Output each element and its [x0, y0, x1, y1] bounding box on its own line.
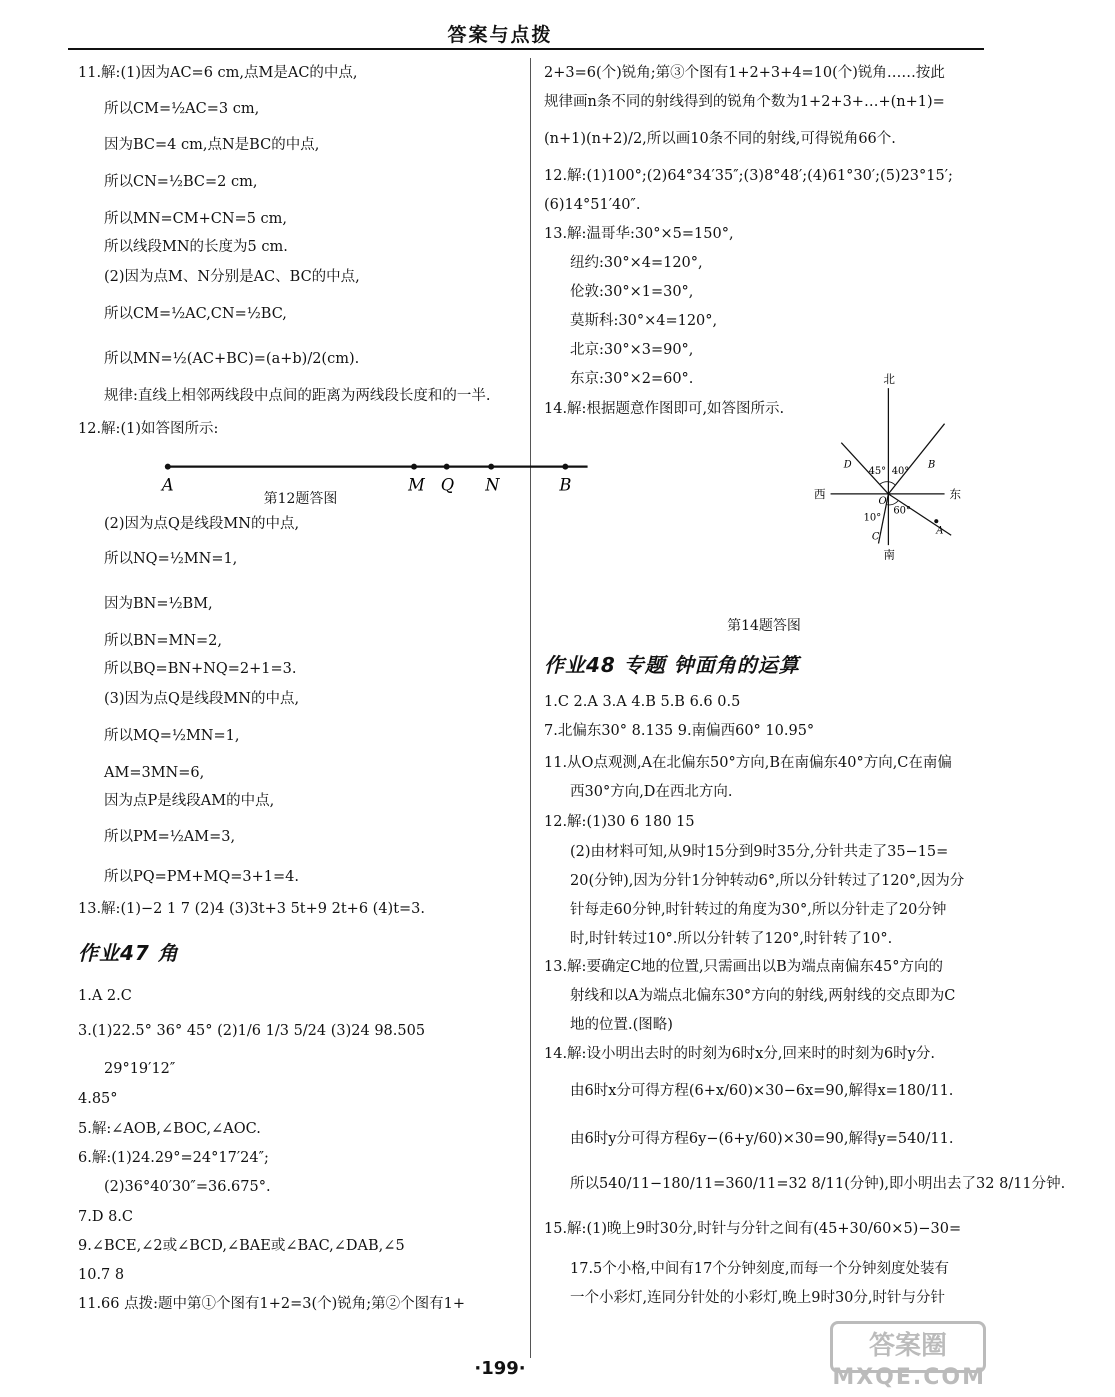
label-b: B	[928, 459, 936, 471]
angle-10: 10°	[863, 512, 882, 524]
figure-caption: 第12题答图	[263, 491, 338, 507]
text-line: 所以BN=MN=2,	[104, 633, 223, 649]
point-m-label: M	[408, 475, 425, 495]
text-line: 莫斯科:30°×4=120°,	[570, 313, 718, 329]
section-heading: 作业48 专题 钟面角的运算	[544, 653, 800, 677]
text-line: 所以MQ=½MN=1,	[104, 728, 240, 744]
point-b-marker	[562, 464, 568, 470]
point-n-marker	[488, 464, 494, 470]
point-m-marker	[411, 464, 417, 470]
text-line: 因为BN=½BM,	[104, 596, 213, 612]
text-line: (2)36°40′30″=36.675°.	[104, 1179, 271, 1195]
text-line: 17.5个小格,中间有17个分钟刻度,而每一个分钟刻度处装有	[570, 1261, 949, 1277]
text-line: 6.解:(1)24.29°=24°17′24″;	[78, 1150, 269, 1166]
text-line: 5.解:∠AOB,∠BOC,∠AOC.	[78, 1121, 261, 1137]
figure-12-diagram	[150, 447, 595, 507]
angle-60: 60°	[893, 505, 911, 517]
point-n-label: N	[485, 475, 500, 495]
text-line: 20(分钟),因为分针1分钟转动6°,所以分针转过了120°,因为分	[570, 873, 965, 889]
text-line: 7.北偏东30° 8.135 9.南偏西60° 10.95°	[544, 723, 815, 739]
text-line: (2)因为点M、N分别是AC、BC的中点,	[104, 269, 360, 285]
label-c: C	[871, 531, 880, 543]
text-line: 13.解:(1)−2 1 7 (2)4 (3)3t+3 5t+9 2t+6 (4)t=3.	[78, 901, 426, 917]
point-q-label: Q	[440, 475, 455, 495]
text-line: (2)由材料可知,从9时15分到9时35分,分针共走了35−15=	[570, 844, 949, 860]
text-line: 11.从O点观测,A在北偏东50°方向,B在南偏东40°方向,C在南偏	[544, 755, 952, 771]
text-line: 射线和以A为端点北偏东30°方向的射线,两射线的交点即为C	[570, 988, 956, 1004]
watermark-url: MXQE.COM	[832, 1365, 986, 1390]
point-b-label: B	[559, 475, 572, 495]
text-line: 针每走60分钟,时针转过的角度为30°,所以分针走了20分钟	[570, 902, 947, 918]
direction-west: 西	[814, 487, 826, 502]
text-line: 1.A 2.C	[78, 988, 132, 1004]
text-line: (3)因为点Q是线段MN的中点,	[104, 691, 300, 707]
text-line: 所以540/11−180/11=360/11=32 8/11(分钟),即小明出去了32 8/11分钟.	[570, 1176, 1066, 1192]
point-a-label: A	[161, 475, 174, 495]
text-line: 所以MN=CM+CN=5 cm,	[104, 211, 288, 227]
text-line: 9.∠BCE,∠2或∠BCD,∠BAE或∠BAC,∠DAB,∠5	[78, 1238, 405, 1254]
text-line: 13.解:温哥华:30°×5=150°,	[544, 226, 734, 242]
point-a-marker	[934, 519, 938, 523]
text-line: 所以PM=½AM=3,	[104, 829, 236, 845]
text-line: 因为BC=4 cm,点N是BC的中点,	[104, 137, 320, 153]
text-line: 11.66 点拨:题中第①个图有1+2=3(个)锐角;第②个图有1+	[78, 1296, 466, 1312]
text-line: 29°19′12″	[104, 1061, 176, 1077]
column-divider	[530, 58, 531, 1358]
text-line: 所以CM=½AC=3 cm,	[104, 101, 260, 117]
text-line: 14.解:根据题意作图即可,如答图所示.	[544, 401, 785, 417]
text-line: 7.D 8.C	[78, 1209, 133, 1225]
text-line: (6)14°51′40″.	[544, 197, 641, 213]
page-number: ·199·	[474, 1358, 526, 1379]
text-line: 由6时x分可得方程(6+x/60)×30−6x=90,解得x=180/11.	[570, 1083, 954, 1099]
direction-north: 北	[883, 372, 895, 387]
angle-40: 40°	[891, 466, 910, 478]
text-line: 12.解:(1)100°;(2)64°34′35″;(3)8°48′;(4)61°30′;(5)23°15′;	[544, 168, 953, 184]
text-line: 所以PQ=PM+MQ=3+1=4.	[104, 869, 300, 885]
label-o: O	[878, 495, 887, 507]
text-line: 3.(1)22.5° 36° 45° (2)1/6 1/3 5/24 (3)24 98.505	[78, 1023, 426, 1039]
label-a: A	[936, 525, 944, 537]
header-title: 答案与点拨	[447, 24, 553, 46]
text-line: 13.解:要确定C地的位置,只需画出以B为端点南偏东45°方向的	[544, 959, 944, 975]
text-line: (n+1)(n+2)/2,所以画10条不同的射线,可得锐角66个.	[544, 131, 896, 147]
text-line: 所以BQ=BN+NQ=2+1=3.	[104, 661, 297, 677]
angle-arc-north	[880, 482, 895, 485]
watermark-logo: 答案圈	[830, 1321, 986, 1373]
text-line: 所以NQ=½MN=1,	[104, 551, 238, 567]
ray-ob	[888, 424, 944, 494]
point-q-marker	[444, 464, 450, 470]
text-line: 纽约:30°×4=120°,	[570, 255, 703, 271]
direction-south: 南	[883, 547, 895, 562]
text-line: 2+3=6(个)锐角;第③个图有1+2+3+4=10(个)锐角……按此	[544, 65, 945, 81]
section-heading: 作业47 角	[78, 941, 179, 965]
text-line: 东京:30°×2=60°.	[570, 371, 694, 387]
text-line: 12.解:(1)30 6 180 15	[544, 814, 695, 830]
text-line: 12.解:(1)如答图所示:	[78, 421, 219, 437]
direction-east: 东	[949, 487, 962, 502]
page-header	[0, 14, 1000, 48]
text-line: 15.解:(1)晚上9时30分,时针与分针之间有(45+30/60×5)−30=	[544, 1221, 962, 1237]
text-line: 时,时针转过10°.所以分针转了120°,时针转了10°.	[570, 931, 893, 947]
text-line: 伦敦:30°×1=30°,	[570, 284, 694, 300]
text-line: 规律画n条不同的射线得到的锐角个数为1+2+3+…+(n+1)=	[544, 94, 945, 110]
watermark	[796, 1321, 986, 1391]
text-line: 所以线段MN的长度为5 cm.	[104, 239, 288, 255]
text-line: 由6时y分可得方程6y−(6+y/60)×30=90,解得y=540/11.	[570, 1131, 954, 1147]
label-d: D	[843, 459, 852, 471]
text-line: 10.7 8	[78, 1267, 125, 1283]
text-line: 因为点P是线段AM的中点,	[104, 793, 275, 809]
text-line: 规律:直线上相邻两线段中点间的距离为两线段长度和的一半.	[104, 388, 491, 404]
text-line: AM=3MN=6,	[104, 765, 205, 781]
text-line: 14.解:设小明出去时的时刻为6时x分,回来时的时刻为6时y分.	[544, 1046, 935, 1062]
point-a-marker	[165, 464, 171, 470]
text-line: 1.C 2.A 3.A 4.B 5.B 6.6 0.5	[544, 694, 741, 710]
text-line: 所以CM=½AC,CN=½BC,	[104, 306, 287, 322]
figure-caption: 第14题答图	[727, 618, 801, 634]
text-line: 11.解:(1)因为AC=6 cm,点M是AC的中点,	[78, 65, 358, 81]
text-line: 4.85°	[78, 1091, 118, 1107]
text-line: 一个小彩灯,连同分针处的小彩灯,晚上9时30分,时针与分针	[570, 1290, 946, 1306]
text-line: 西30°方向,D在西北方向.	[570, 784, 733, 800]
text-line: 所以MN=½(AC+BC)=(a+b)/2(cm).	[104, 351, 360, 367]
header-rule	[68, 48, 984, 50]
text-line: (2)因为点Q是线段MN的中点,	[104, 516, 300, 532]
text-line: 北京:30°×3=90°,	[570, 342, 694, 358]
angle-45: 45°	[868, 466, 887, 478]
text-line: 所以CN=½BC=2 cm,	[104, 174, 258, 190]
figure-14-diagram	[675, 370, 1115, 560]
text-line: 地的位置.(图略)	[570, 1017, 673, 1033]
